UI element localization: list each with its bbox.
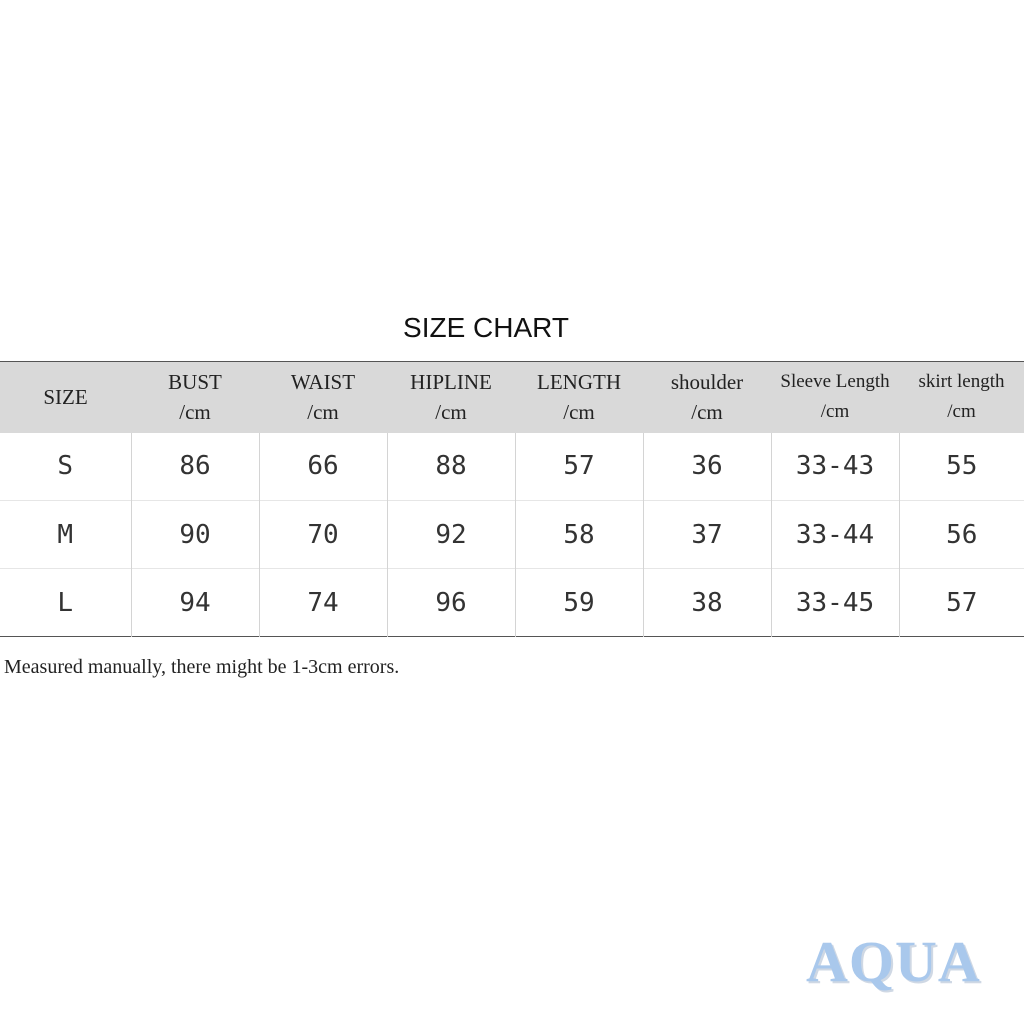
table-cell: 56 <box>899 501 1024 569</box>
table-cell: 57 <box>899 569 1024 637</box>
header-label: WAIST <box>290 370 356 395</box>
table-cell: 74 <box>259 569 387 637</box>
table-header-row <box>0 362 1024 433</box>
table-cell: 37 <box>643 501 771 569</box>
table-cell: 86 <box>131 433 259 501</box>
header-unit: /cm <box>820 401 850 423</box>
table-cell: 94 <box>131 569 259 637</box>
header-unit: /cm <box>691 400 723 425</box>
table-cell: 70 <box>259 501 387 569</box>
header-unit: /cm <box>307 400 339 425</box>
table-row <box>0 501 1024 569</box>
table-row <box>0 569 1024 637</box>
measurement-note: Measured manually, there might be 1-3cm errors. <box>4 656 400 678</box>
page-title: SIZE CHART <box>403 312 569 343</box>
table-cell: 96 <box>387 569 515 637</box>
brand-watermark: AQUA <box>806 929 981 994</box>
table-cell-size: S <box>57 451 74 482</box>
table-cell-size: L <box>0 569 131 637</box>
table-cell: 33-43 <box>771 433 899 501</box>
header-label: SIZE <box>43 385 88 410</box>
header-skirt-length <box>899 362 1024 433</box>
table-cell: 58 <box>515 501 643 569</box>
header-label: shoulder <box>670 370 744 395</box>
table-row <box>0 433 1024 501</box>
header-waist <box>259 362 387 433</box>
table-cell: 33-44 <box>771 501 899 569</box>
header-label: BUST <box>168 370 222 395</box>
table-cell: 92 <box>387 501 515 569</box>
header-unit: /cm <box>179 400 211 425</box>
table-cell: 36 <box>643 433 771 501</box>
table-cell: 90 <box>131 501 259 569</box>
header-label: LENGTH <box>537 370 621 395</box>
header-unit: /cm <box>563 400 595 425</box>
header-unit: /cm <box>947 401 976 423</box>
table-cell: 59 <box>515 569 643 637</box>
table-cell: 33-45 <box>771 569 899 637</box>
header-label: HIPLINE <box>410 370 492 395</box>
header-length <box>515 362 643 433</box>
table-cell: 38 <box>643 569 771 637</box>
table-cell: 88 <box>387 433 515 501</box>
header-sleeve-length <box>771 362 899 433</box>
header-hipline <box>387 362 515 433</box>
header-bust <box>131 362 259 433</box>
table-cell: 66 <box>259 433 387 501</box>
table-cell: 55 <box>899 433 1024 501</box>
table-cell-size: M <box>0 501 131 569</box>
header-label: Sleeve Length <box>780 371 890 393</box>
header-size <box>0 362 131 433</box>
header-unit: /cm <box>435 400 467 425</box>
header-label: skirt length <box>918 371 1005 393</box>
table-cell: 57 <box>515 433 643 501</box>
size-chart-table <box>0 361 1024 637</box>
header-shoulder <box>643 362 771 433</box>
